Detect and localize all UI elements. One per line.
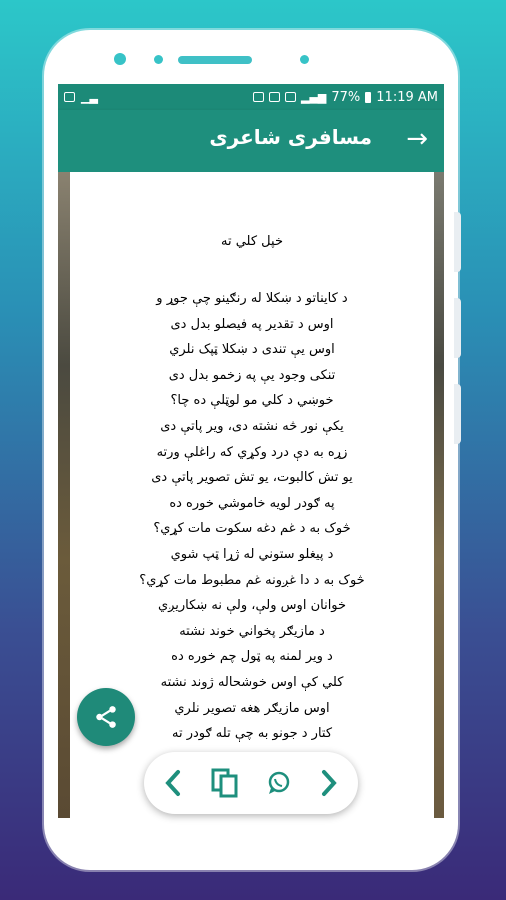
camera-dot: [114, 53, 126, 65]
background-image: [58, 172, 70, 818]
poem-line: کتار د جونو به چې تله ګودر ته: [171, 726, 333, 742]
poem-line: تنکی وجود يې په زخمو بدل دی: [168, 367, 336, 383]
poem-line: د کايناتو د ښکلا له رنګينو چې جوړ و: [156, 291, 348, 306]
poem-line: څوک به د دا غږونه غم مطبوط مات کړي؟: [139, 572, 365, 588]
copy-button[interactable]: [206, 764, 244, 802]
alarm-icon: [253, 92, 264, 102]
poem-line: يکې نور څه نشته دی، وير پاتې دی: [160, 418, 344, 434]
signal-icon: ▁▃: [81, 90, 98, 104]
power-button: [454, 298, 461, 358]
poem-line: يو تش کالبوت، يو تش تصوير پاتې دی: [151, 470, 353, 486]
chevron-left-icon: [162, 768, 184, 798]
back-arrow-icon[interactable]: →: [406, 124, 428, 154]
poem-line: خوانان اوس ولې، ولې نه ښکاريږي: [157, 598, 347, 614]
poem-line: اوس مازيګر هغه تصوير نلري: [174, 700, 330, 716]
battery-text: 77%: [331, 89, 361, 105]
app-title: مسافری شاعری: [209, 125, 372, 149]
time-text: 11:19 AM: [376, 89, 438, 105]
gallery-icon: [64, 92, 75, 102]
earpiece-speaker: [178, 56, 252, 64]
whatsapp-button[interactable]: [260, 764, 298, 802]
status-bar: [58, 84, 444, 110]
share-icon: [93, 704, 119, 730]
poem-line: د وير لمنه په ټول چم خوره ده: [171, 649, 333, 665]
battery-icon: [365, 92, 371, 103]
sensor-dot: [154, 55, 163, 64]
previous-button[interactable]: [154, 764, 192, 802]
wifi-icon: ▂▄▆: [300, 90, 327, 104]
volume-button: [454, 212, 461, 272]
whatsapp-icon: [266, 770, 292, 796]
poem-line: د پيغلو ستوني له ژړا ټپ شوي: [170, 546, 334, 562]
background-image-right: [434, 172, 444, 818]
poem-line: اوس د تقدير په فيصلو بدل دی: [170, 316, 334, 332]
next-button[interactable]: [310, 764, 348, 802]
notification-icon: [269, 92, 280, 102]
share-button[interactable]: [77, 688, 135, 746]
poem-line: اوس يې تندی د ښکلا ټپک نلري: [169, 342, 335, 358]
poem-line: زړه به دې درد وکړي که راغلې ورته: [156, 444, 348, 460]
side-button: [454, 384, 461, 444]
poem-line: د مازيګر پخواني خوند نشته: [179, 623, 325, 639]
bottom-action-bar: [144, 752, 358, 814]
poem-line: په ګودر لويه خاموشي خوره ده: [169, 495, 335, 511]
poem-line: خوښي د کلي مو لوټلې ده چا؟: [170, 393, 334, 409]
chart-icon: [285, 92, 296, 102]
sensor-dot-right: [300, 55, 309, 64]
app-bar: [58, 110, 444, 172]
poem-title: خپل کلي ته: [221, 234, 283, 249]
copy-icon: [210, 767, 240, 799]
chevron-right-icon: [318, 768, 340, 798]
poem-line: کلي کې اوس خوشحاله ژوند نشته: [160, 674, 344, 690]
poem-line: څوک به د غم دغه سکوت مات کړي؟: [153, 521, 351, 537]
